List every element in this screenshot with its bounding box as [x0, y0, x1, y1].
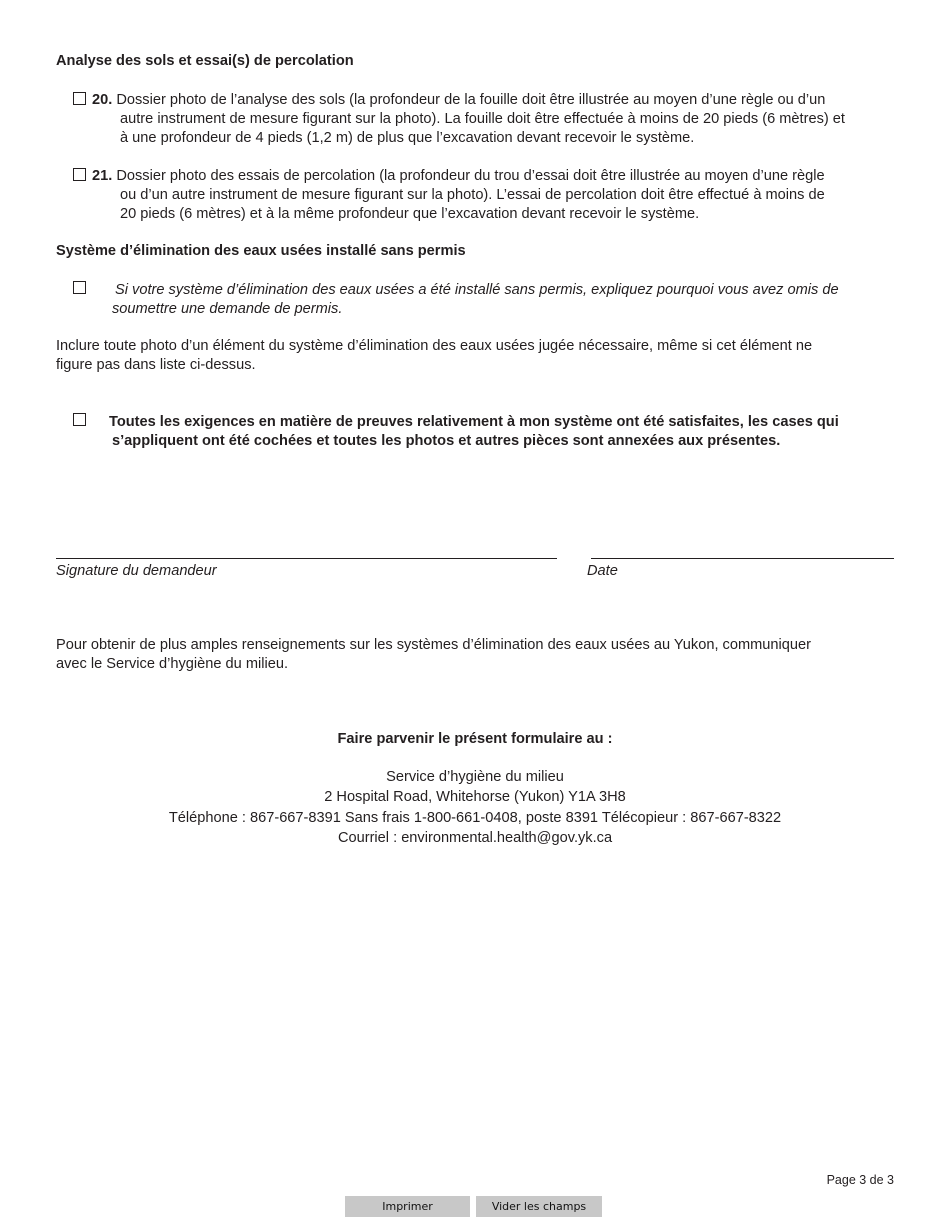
include-photo-note	[56, 337, 906, 375]
item-20-line1: Dossier photo de l’analyse des sols (la profondeur de la fouille doit être illustrée au moyen d’une règle ou d’un	[116, 92, 826, 108]
date-line[interactable]	[591, 558, 894, 559]
item-20	[92, 91, 898, 148]
confirmation-statement	[109, 413, 909, 451]
include-note-line2: figure pas dans liste ci-dessus.	[56, 357, 256, 373]
item-21	[92, 167, 898, 224]
item-20-checkbox[interactable]	[73, 92, 86, 105]
confirmation-line1: Toutes les exigences en matière de preuves relativement à mon système ont été satisfaites, les cases qui	[109, 414, 839, 430]
applicant-signature-line[interactable]	[56, 558, 557, 559]
date-label: Date	[587, 563, 618, 579]
contact-phones: Téléphone : 867-667-8391 Sans frais 1-800-661-0408, poste 8391 Télécopieur : 867-667-8322	[168, 809, 782, 826]
item-21-line3: 20 pieds (6 mètres) et à la même profondeur que l’excavation devant recevoir le système.	[120, 206, 700, 222]
clear-fields-button[interactable]: Vider les champs	[476, 1196, 602, 1217]
contact-address: 2 Hospital Road, Whitehorse (Yukon) Y1A 3H8	[324, 789, 626, 806]
contact-email: Courriel : environmental.health@gov.yk.ca	[337, 830, 613, 847]
nopermit-line1: Si votre système d’élimination des eaux usées a été installé sans permis, expliquez pourquoi vous avez omis de	[115, 282, 839, 298]
page-number: Page 3 de 3	[826, 1173, 894, 1187]
include-note-line1: Inclure toute photo d’un élément du système d’élimination des eaux usées jugée nécessaire, même si cet élément ne	[56, 338, 813, 354]
nopermit-checkbox[interactable]	[73, 281, 86, 294]
confirmation-line2: s’appliquent ont été cochées et toutes les photos et autres pièces sont annexées aux présentes.	[112, 433, 781, 449]
item-21-checkbox[interactable]	[73, 168, 86, 181]
confirmation-checkbox[interactable]	[73, 413, 86, 426]
contact-block	[0, 767, 950, 849]
info-line1: Pour obtenir de plus amples renseignements sur les systèmes d’élimination des eaux usées au Yukon, communiquer	[56, 637, 811, 653]
item-21-number: 21.	[92, 168, 113, 184]
print-button[interactable]: Imprimer	[345, 1196, 470, 1217]
nopermit-explanation	[112, 281, 902, 319]
nopermit-section-heading: Système d’élimination des eaux usées installé sans permis	[56, 243, 466, 259]
nopermit-line2: soumettre une demande de permis.	[112, 301, 343, 317]
applicant-signature-label: Signature du demandeur	[56, 563, 217, 579]
info-paragraph	[56, 636, 916, 674]
item-20-line2: autre instrument de mesure figurant sur la photo). La fouille doit être effectuée à moins de 20 pieds (6 mètres) et	[120, 111, 845, 127]
item-20-number: 20.	[92, 92, 113, 108]
item-21-line1: Dossier photo des essais de percolation (la profondeur du trou d’essai doit être illustrée au moyen d’une règle	[116, 168, 825, 184]
item-21-line2: ou d’un autre instrument de mesure figurant sur la photo). L’essai de percolation doit être effectué à moins de	[120, 187, 825, 203]
contact-org: Service d’hygiène du milieu	[386, 769, 564, 785]
send-form-heading: Faire parvenir le présent formulaire au :	[337, 731, 613, 747]
soil-section-heading: Analyse des sols et essai(s) de percolation	[56, 53, 354, 69]
item-20-line3: à une profondeur de 4 pieds (1,2 m) de plus que l’excavation devant recevoir le système.	[120, 130, 695, 146]
info-line2: avec le Service d’hygiène du milieu.	[56, 656, 289, 672]
